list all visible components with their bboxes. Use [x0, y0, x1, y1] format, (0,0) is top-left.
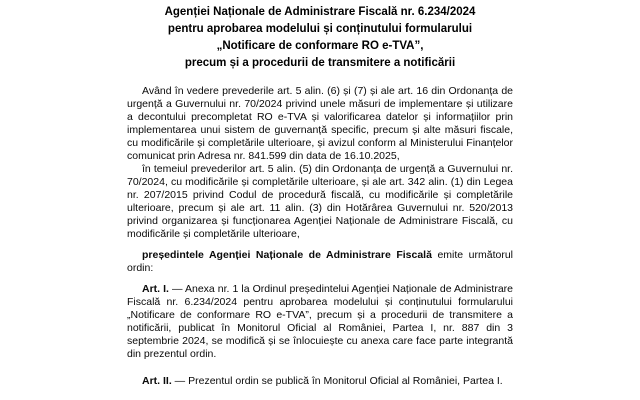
article-2-paragraph — [127, 375, 513, 388]
title-line-3: „Notificare de conformare RO e-TVA”, — [216, 40, 424, 52]
title-line-2: pentru aprobarea modelului și conținutului formularului — [167, 23, 473, 35]
paragraph-text: emite următorul ordin: — [127, 249, 513, 274]
issuer-paragraph — [127, 249, 513, 275]
paragraph-text: în temeiul prevederilor art. 5 alin. (5) din Ordonanța de urgență a Guvernului nr. 70/2024, cu modificările și completările ulterioare, și ale art. 342 alin. (1) din Legea nr. 207/2015 privind Codul de procedură fiscală, cu modificările și completările ulterioare, precum și ale art. 11 alin. (3) din Hotărârea Guvernului nr. 520/2013 privind organizarea și funcționarea Agenției Naționale de Administrare Fiscală, cu modificările și completările ulterioare, — [127, 163, 513, 240]
article-1-label: Art. I. — [142, 283, 169, 295]
title-line-1: Agenției Naționale de Administrare Fiscală nr. 6.234/2024 — [164, 6, 476, 18]
paragraph-text: — Anexa nr. 1 la Ordinul președintelui Agenției Naționale de Administrare Fiscală nr. 6.234/2024 pentru aprobarea modelului și conținutului formularului „Notificare de conformare RO e-TVA”, precum și a procedurii de transmitere a notificării, publicat în Monitorul Oficial al României, Partea I, nr. 887 din 3 septembrie 2024, se modifică și se înlocuiește cu anexa care face parte integrantă din prezentul ordin. — [127, 283, 513, 360]
article-2-label: Art. II. — [142, 375, 172, 387]
paragraph-text: — Prezentul ordin se publică în Monitorul Oficial al României, Partea I. — [171, 375, 503, 387]
preamble-paragraph — [127, 85, 513, 163]
issuer-lead: președintele Agenției Naționale de Administrare Fiscală — [142, 249, 432, 261]
article-1-paragraph — [127, 283, 513, 361]
document-title — [127, 4, 513, 72]
document-body — [127, 85, 513, 388]
title-line-4: precum și a procedurii de transmitere a notificării — [184, 57, 456, 69]
paragraph-text: Având în vedere prevederile art. 5 alin. (6) și (7) și ale art. 16 din Ordonanța de urgență a Guvernului nr. 70/2024 privind unele măsuri de implementare și utilizare a decontului precompletat RO e-TVA și valorificarea datelor și informațiilor prin implementarea unui sistem de guvernanță specific, precum și alte măsuri fiscale, cu modificările și completările ulterioare, și avizul conform al Ministerului Finanțelor comunicat prin Adresa nr. 841.599 din data de 16.10.2025, — [127, 85, 513, 162]
legal-basis-paragraph — [127, 163, 513, 241]
